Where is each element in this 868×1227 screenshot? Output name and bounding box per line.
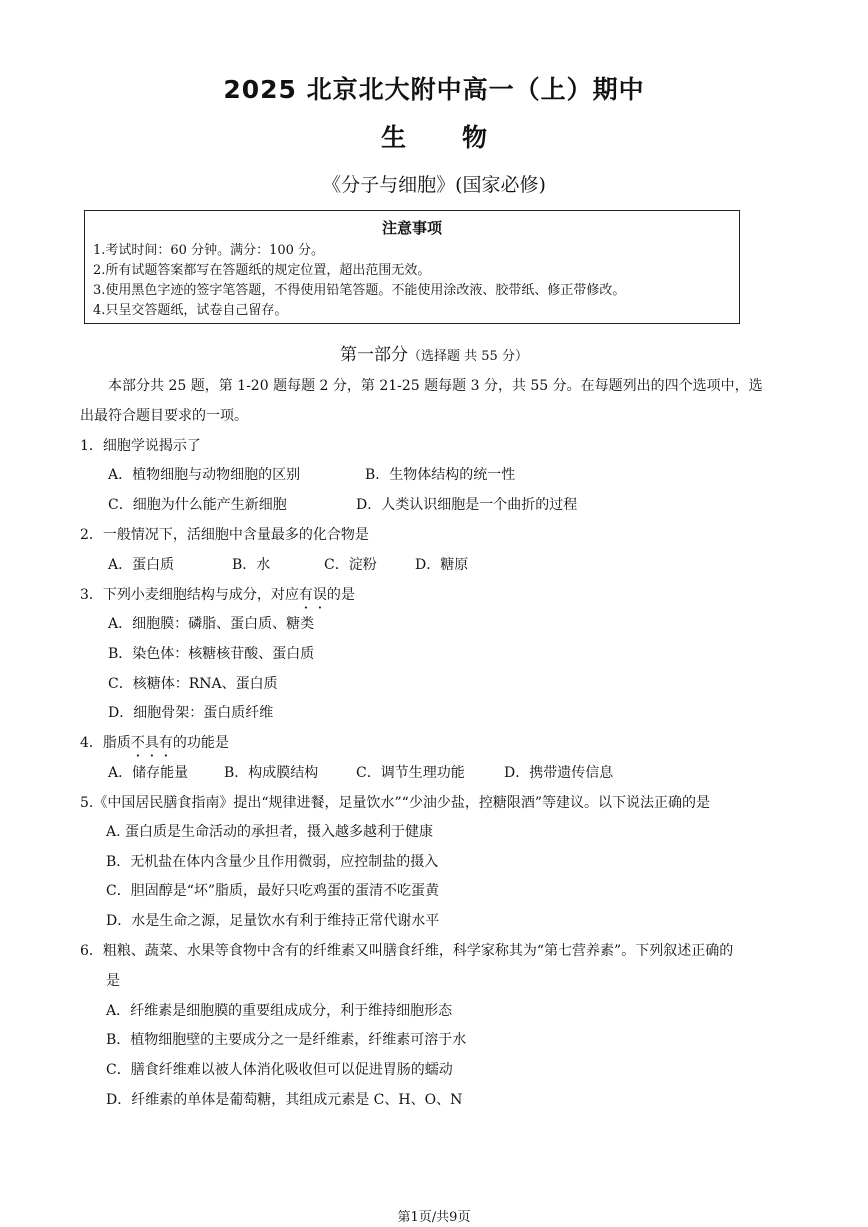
question-3-stem (80, 585, 355, 605)
question-3-stem-post: 的是 (326, 587, 355, 603)
option-a: A．植物细胞与动物细胞的区别 (108, 467, 301, 483)
question-4-stem (80, 733, 229, 753)
subject-title: 生物 (380, 123, 543, 152)
part-label: 第一部分 (340, 345, 409, 365)
part-note: （选择题 共 55 分） (408, 349, 528, 364)
question-5-stem: 5.《中国居民膳食指南》提出“规律进餐，足量饮水”“少油少盐，控糖限酒”等建议。以下说法正确的是 (80, 795, 710, 811)
option-d: D．细胞骨架：蛋白质纤维 (108, 705, 274, 721)
page-number: 第1页/共9页 (397, 1210, 471, 1225)
question-4-stem-post: 的功能是 (172, 735, 229, 751)
notice-item: 1.考试时间：60 分钟。满分：100 分。 (93, 243, 325, 258)
question-1-options-row2 (108, 495, 577, 515)
notice-title: 注意事项 (381, 219, 442, 237)
question-3-stem-pre: 3．下列小麦细胞结构与成分，对应 (80, 587, 299, 603)
option-c: C．淀粉 (324, 557, 377, 573)
question-4-stem-pre: 4．脂质 (80, 735, 131, 751)
exam-subtitle: 《分子与细胞》(国家必修) (322, 174, 546, 196)
option-d: D．水是生命之源，足量饮水有利于维持正常代谢水平 (106, 913, 440, 929)
question-4-options (108, 763, 613, 783)
option-c: C．膳食纤维难以被人体消化吸收但可以促进胃肠的蠕动 (106, 1062, 453, 1078)
question-6-stem-cont: 是 (106, 973, 120, 989)
emphasis-char: 有 (298, 587, 313, 603)
option-a: A．储存能量 (108, 765, 189, 781)
notice-item: 4.只呈交答题纸，试卷自己留存。 (93, 303, 288, 318)
emphasis-char: 具 (144, 735, 159, 751)
question-1-stem: 1．细胞学说揭示了 (80, 438, 201, 454)
question-2-options (108, 555, 468, 575)
option-b: B．染色体：核糖核苷酸、蛋白质 (108, 646, 315, 662)
emphasis-char: 不 (130, 735, 145, 751)
option-d: D．糖原 (415, 557, 469, 573)
option-c: C．胆固醇是“坏”脂质，最好只吃鸡蛋的蛋清不吃蛋黄 (106, 883, 440, 899)
option-b: B．水 (232, 557, 271, 573)
option-a: A．蛋白质 (108, 557, 175, 573)
option-b: B．构成膜结构 (224, 765, 319, 781)
question-2-stem: 2．一般情况下，活细胞中含量最多的化合物是 (80, 527, 369, 543)
option-c: C．核糖体：RNA、蛋白质 (108, 676, 278, 692)
part-intro: 本部分共 25 题，第 1-20 题每题 2 分，第 21-25 题每题 3 分，共 55 分。在每题列出的四个选项中，选 (108, 378, 763, 394)
notice-item: 2.所有试题答案都写在答题纸的规定位置，超出范围无效。 (93, 263, 431, 278)
option-b: B．植物细胞壁的主要成分之一是纤维素，纤维素可溶于水 (106, 1032, 467, 1048)
part-intro: 出最符合题目要求的一项。 (80, 408, 248, 424)
question-6-stem: 6．粗粮、蔬菜、水果等食物中含有的纤维素又叫膳食纤维，科学家称其为“第七营养素”。下列叙述正确的 (80, 943, 734, 959)
notice-item: 3.使用黑色字迹的签字笔答题，不得使用铅笔答题。不能使用涂改液、胶带纸、修正带修改。 (93, 283, 626, 298)
option-c: C．调节生理功能 (356, 765, 465, 781)
emphasis-char: 误 (312, 587, 327, 603)
option-d: D．携带遗传信息 (504, 765, 614, 781)
option-b: B．生物体结构的统一性 (365, 467, 516, 483)
option-a: A. 蛋白质是生命活动的承担者，摄入越多越利于健康 (106, 824, 434, 840)
option-d: D．人类认识细胞是一个曲折的过程 (356, 497, 578, 513)
part-heading (0, 340, 868, 365)
question-1-options-row1 (108, 465, 515, 485)
option-b: B．无机盐在体内含量少且作用微弱，应控制盐的摄入 (106, 854, 439, 870)
option-d: D．纤维素的单体是葡萄糖，其组成元素是 C、H、O、N (106, 1092, 463, 1108)
option-a: A．纤维素是细胞膜的重要组成成分，利于维持细胞形态 (106, 1003, 453, 1019)
emphasis-char: 有 (158, 735, 173, 751)
notice-box (84, 210, 740, 324)
exam-title: 2025 北京北大附中高一（上）期中 (223, 75, 645, 104)
option-a: A．细胞膜：磷脂、蛋白质、糖类 (108, 616, 315, 632)
option-c: C．细胞为什么能产生新细胞 (108, 497, 287, 513)
